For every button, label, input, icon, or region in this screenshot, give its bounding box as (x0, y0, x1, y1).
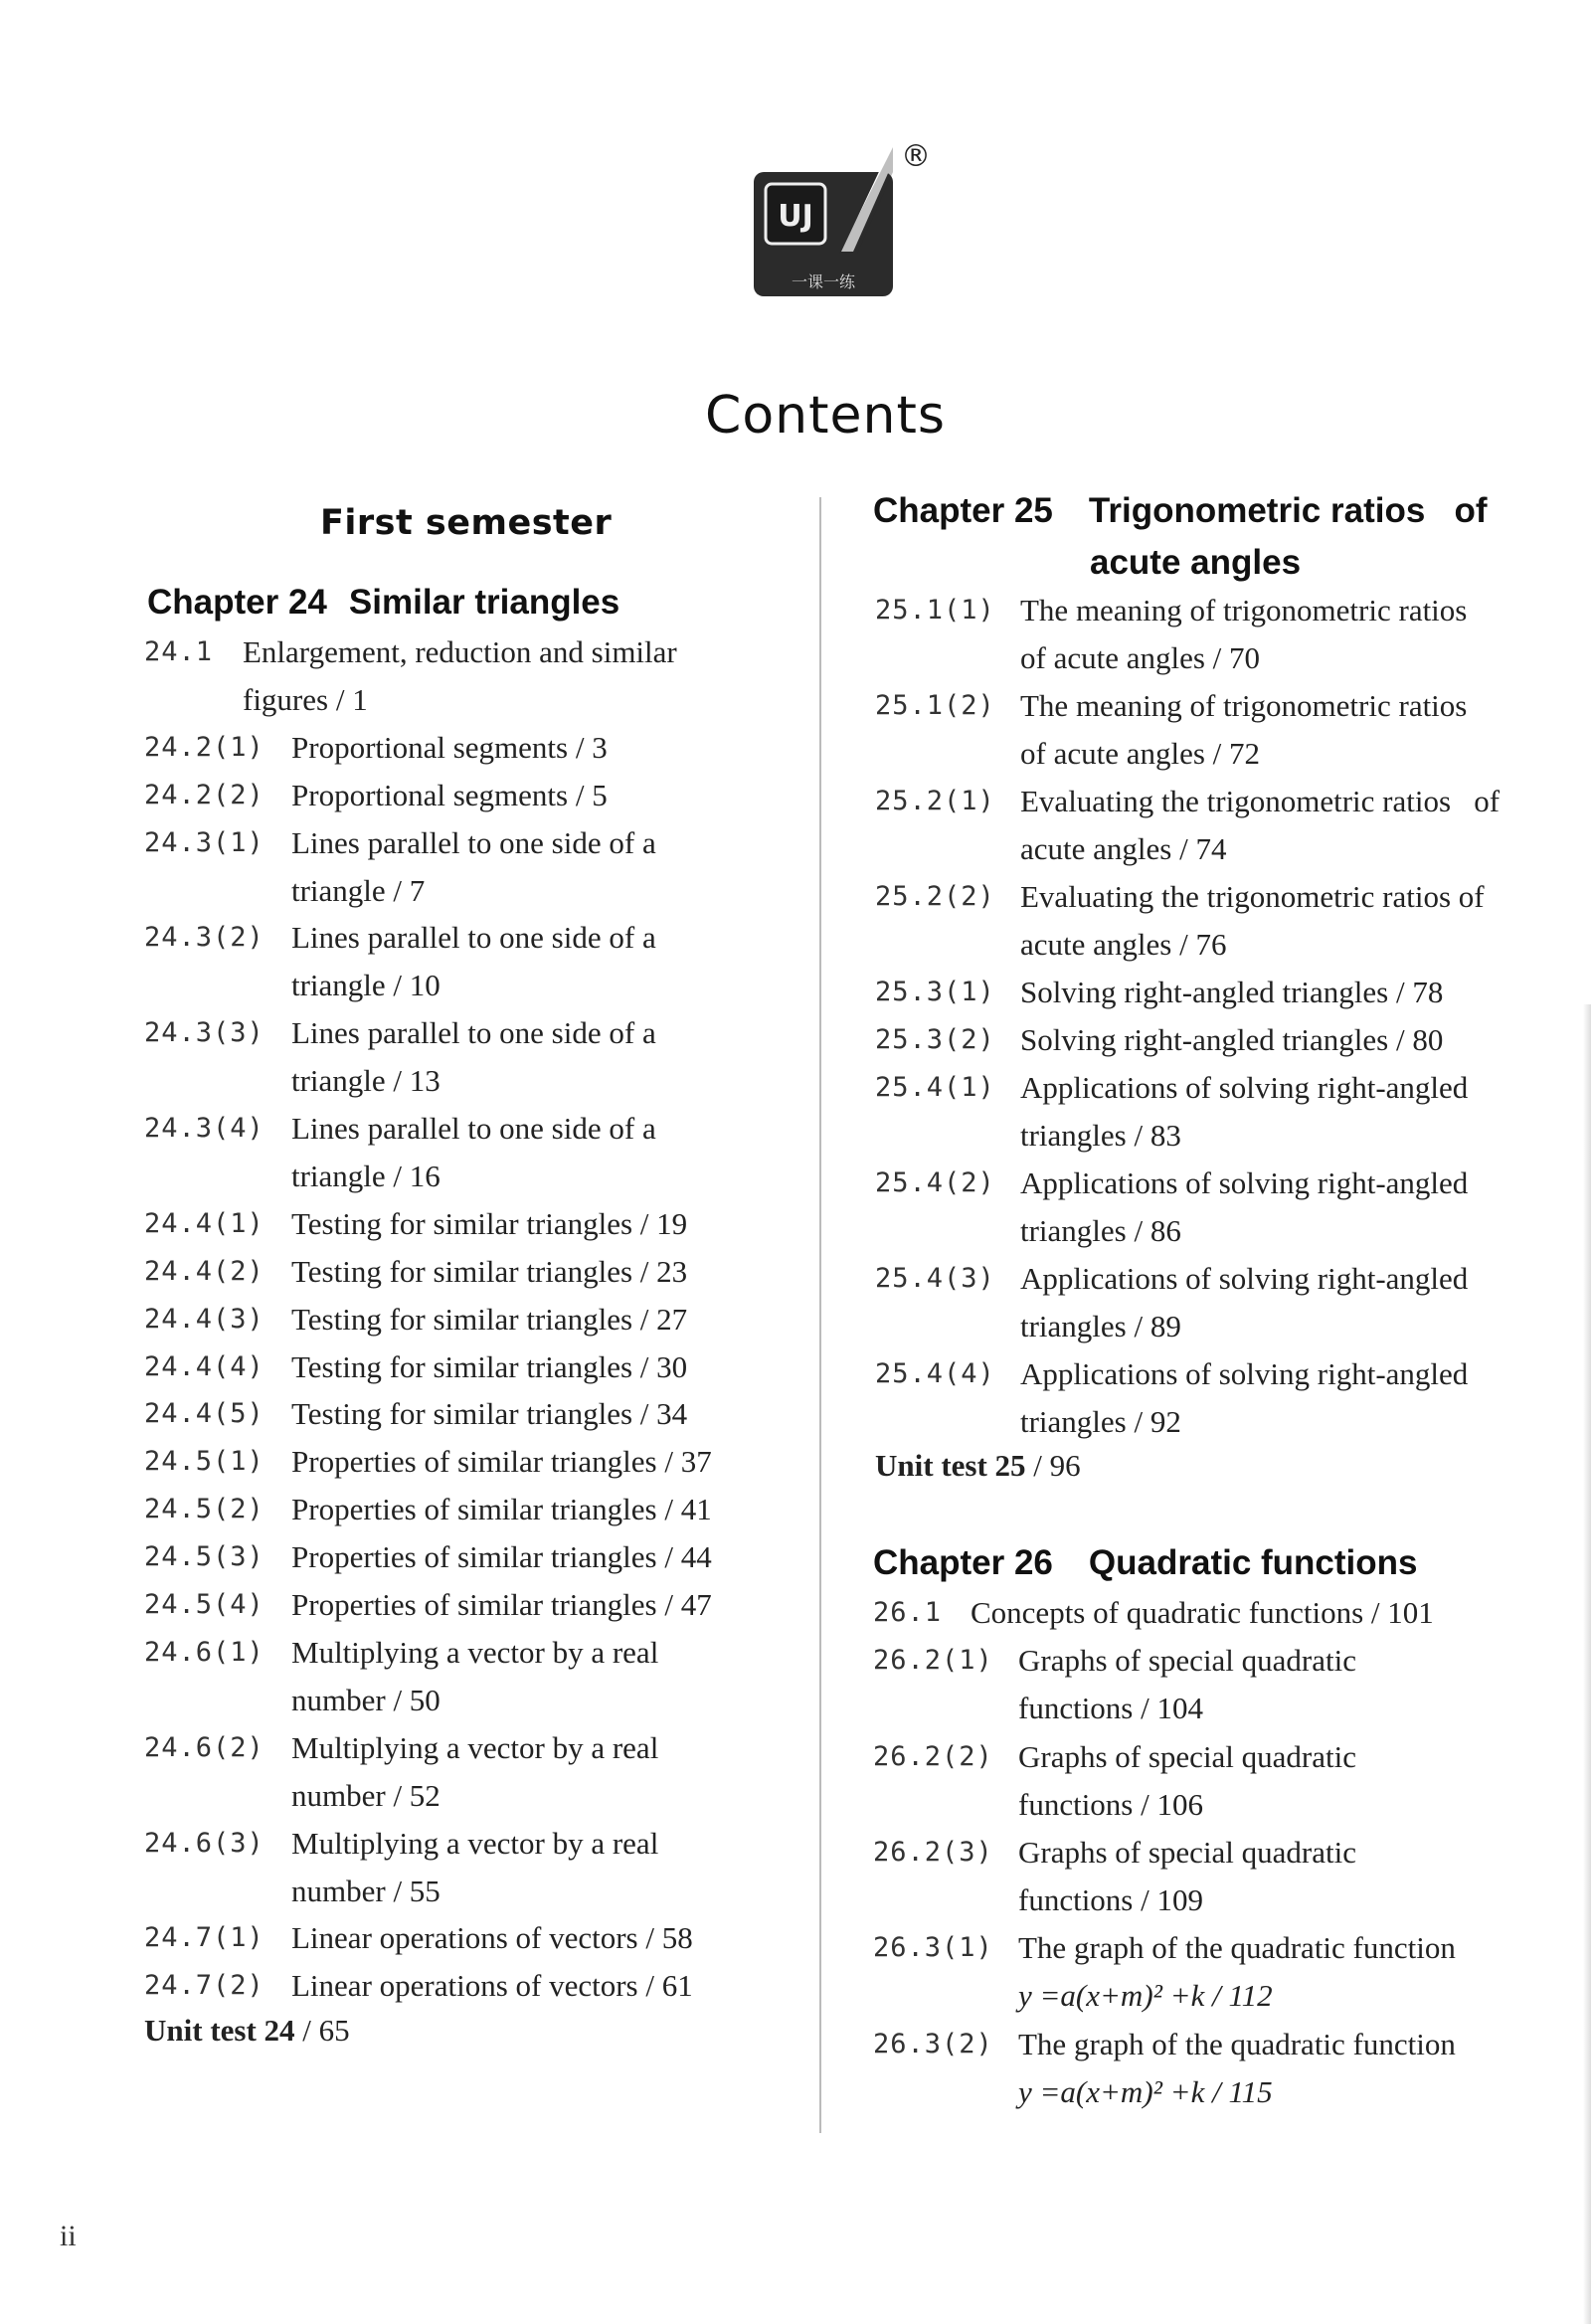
chapter-24-heading (147, 577, 619, 628)
section-title: Properties of similar triangles / 41 (291, 1492, 712, 1527)
chapter-title: Similar triangles (348, 583, 620, 622)
section-title: Testing for similar triangles / 23 (291, 1253, 688, 1289)
section-title: Linear operations of vectors / 58 (291, 1920, 693, 1956)
section-number: 24.6(2) (144, 1731, 265, 1763)
svg-text:UJ: UJ (778, 199, 813, 234)
section-number: 25.2(1) (875, 786, 995, 816)
section-number: 26.1 (873, 1597, 943, 1628)
section-title: Applications of solving right-angled (1020, 1165, 1469, 1200)
section-title: Graphs of special quadratic (1018, 1835, 1357, 1870)
section-number: 25.2(2) (875, 881, 995, 912)
section-number: 24.5(1) (144, 1446, 265, 1478)
section-title: The graph of the quadratic function (1018, 1930, 1456, 1966)
chapter-number: Chapter 26 (873, 1543, 1053, 1582)
section-number: 24.2(2) (144, 779, 265, 810)
section-number: 26.2(2) (873, 1740, 993, 1772)
publisher-logo-icon (754, 142, 893, 301)
section-title: Properties of similar triangles / 37 (291, 1444, 712, 1480)
section-title: Multiplying a vector by a real (291, 1825, 659, 1861)
section-title: Multiplying a vector by a real (291, 1729, 659, 1765)
unit-test-24[interactable] (144, 2007, 350, 2055)
chapter-25-heading (873, 485, 1509, 589)
chapter-number: Chapter 24 (147, 583, 327, 622)
section-title-continued: number / 50 (291, 1682, 441, 1717)
section-number: 25.4(4) (875, 1358, 995, 1389)
scan-edge-shadow (1583, 1004, 1591, 2324)
chapter-26-heading (873, 1537, 1418, 1589)
section-title: The graph of the quadratic function (1018, 2026, 1456, 2061)
section-number: 25.4(3) (875, 1263, 995, 1294)
section-title-continued: triangles / 89 (1020, 1309, 1181, 1343)
section-number: 26.3(1) (873, 1932, 993, 1964)
section-title-continued: functions / 106 (1018, 1786, 1203, 1822)
section-title: Evaluating the trigonometric ratios of (1020, 879, 1485, 914)
section-title: Graphs of special quadratic (1018, 1643, 1357, 1679)
section-title-continued: number / 55 (291, 1873, 441, 1908)
section-title: Testing for similar triangles / 34 (291, 1396, 688, 1432)
section-title-continued: acute angles / 76 (1020, 927, 1227, 962)
unit-test-page: / 65 (294, 2013, 350, 2048)
section-title: Applications of solving right-angled (1020, 1356, 1469, 1391)
section-number: 26.3(2) (873, 2028, 993, 2059)
section-number: 24.2(1) (144, 731, 265, 763)
section-number: 24.4(3) (144, 1303, 265, 1335)
chapter-title: Quadratic functions (1088, 1543, 1418, 1582)
section-title: Graphs of special quadratic (1018, 1738, 1357, 1774)
section-title: Properties of similar triangles / 47 (291, 1587, 712, 1622)
page-number: ii (60, 2220, 77, 2252)
section-title-continued: y =a(x+m)² +k / 115 (1018, 2073, 1273, 2109)
section-number: 24.3(2) (144, 922, 265, 954)
section-title-continued: triangles / 92 (1020, 1404, 1181, 1439)
section-title-continued: functions / 104 (1018, 1691, 1203, 1726)
section-title: The meaning of trigonometric ratios (1020, 593, 1468, 627)
page-title: Contents (705, 386, 946, 446)
chapter-title-line2: acute angles (1090, 543, 1302, 582)
section-title: Lines parallel to one side of a (291, 920, 656, 956)
section-title: Evaluating the trigonometric ratios of (1020, 784, 1501, 818)
semester-heading: First semester (320, 503, 613, 543)
section-title: Testing for similar triangles / 27 (291, 1301, 688, 1337)
section-number: 24.5(3) (144, 1541, 265, 1573)
section-title: Enlargement, reduction and similar (243, 634, 677, 669)
section-number: 24.4(5) (144, 1398, 265, 1430)
section-number: 24.4(4) (144, 1350, 265, 1382)
section-title-continued: functions / 109 (1018, 1882, 1203, 1917)
section-number: 25.4(2) (875, 1167, 995, 1198)
section-number: 25.3(1) (875, 977, 995, 1007)
section-number: 26.2(3) (873, 1837, 993, 1868)
section-title-continued: triangle / 16 (291, 1159, 441, 1193)
section-title-continued: acute angles / 74 (1020, 831, 1227, 866)
registered-mark: ® (901, 139, 931, 174)
section-title: Lines parallel to one side of a (291, 1111, 656, 1146)
svg-text:一课一练: 一课一练 (791, 272, 856, 291)
section-number: 26.2(1) (873, 1645, 993, 1677)
section-title: Testing for similar triangles / 30 (291, 1348, 688, 1384)
chapter-title-line1: Trigonometric ratios of (1088, 491, 1488, 530)
section-number: 24.5(4) (144, 1589, 265, 1620)
chapter-number: Chapter 25 (873, 491, 1053, 530)
section-title-continued: triangle / 10 (291, 968, 441, 1003)
section-title: Multiplying a vector by a real (291, 1634, 659, 1670)
section-number: 25.3(2) (875, 1024, 995, 1055)
section-title: Linear operations of vectors / 61 (291, 1968, 693, 2004)
section-title: Applications of solving right-angled (1020, 1070, 1469, 1105)
section-title: Lines parallel to one side of a (291, 824, 656, 860)
unit-test-25[interactable] (875, 1442, 1081, 1490)
section-title: Proportional segments / 3 (291, 729, 608, 765)
section-number: 24.7(2) (144, 1970, 265, 2002)
section-title: Applications of solving right-angled (1020, 1261, 1469, 1296)
section-number: 24.1 (144, 636, 214, 667)
section-title-continued: triangle / 7 (291, 872, 426, 908)
section-number: 24.5(2) (144, 1494, 265, 1525)
section-title: The meaning of trigonometric ratios (1020, 688, 1468, 723)
unit-test-label: Unit test 24 (144, 2013, 295, 2048)
section-number: 24.6(3) (144, 1827, 265, 1859)
column-divider (819, 497, 821, 2133)
section-number: 25.1(2) (875, 690, 995, 721)
section-title: Concepts of quadratic functions / 101 (971, 1595, 1434, 1630)
section-title-continued: number / 52 (291, 1777, 441, 1813)
section-title-continued: triangles / 86 (1020, 1213, 1181, 1248)
section-title-continued: figures / 1 (243, 682, 368, 717)
section-title: Properties of similar triangles / 44 (291, 1539, 712, 1575)
section-number: 25.4(1) (875, 1072, 995, 1103)
section-title: Lines parallel to one side of a (291, 1015, 656, 1051)
section-number: 24.3(1) (144, 826, 265, 858)
section-number: 24.7(1) (144, 1922, 265, 1954)
section-title-continued: of acute angles / 72 (1020, 736, 1261, 771)
unit-test-label: Unit test 25 (875, 1448, 1026, 1483)
section-title-continued: of acute angles / 70 (1020, 640, 1261, 675)
section-number: 25.1(1) (875, 595, 995, 626)
section-title-continued: triangle / 13 (291, 1063, 441, 1099)
section-title-continued: triangles / 83 (1020, 1118, 1181, 1153)
section-title: Proportional segments / 5 (291, 777, 608, 812)
section-number: 24.3(3) (144, 1017, 265, 1049)
section-number: 24.3(4) (144, 1113, 265, 1144)
section-number: 24.6(1) (144, 1636, 265, 1668)
section-title-continued: y =a(x+m)² +k / 112 (1018, 1978, 1273, 2014)
unit-test-page: / 96 (1025, 1448, 1081, 1483)
section-title: Solving right-angled triangles / 80 (1020, 1022, 1444, 1057)
section-number: 24.4(1) (144, 1207, 265, 1239)
section-number: 24.4(2) (144, 1255, 265, 1287)
section-title: Testing for similar triangles / 19 (291, 1205, 688, 1241)
section-title: Solving right-angled triangles / 78 (1020, 975, 1444, 1009)
